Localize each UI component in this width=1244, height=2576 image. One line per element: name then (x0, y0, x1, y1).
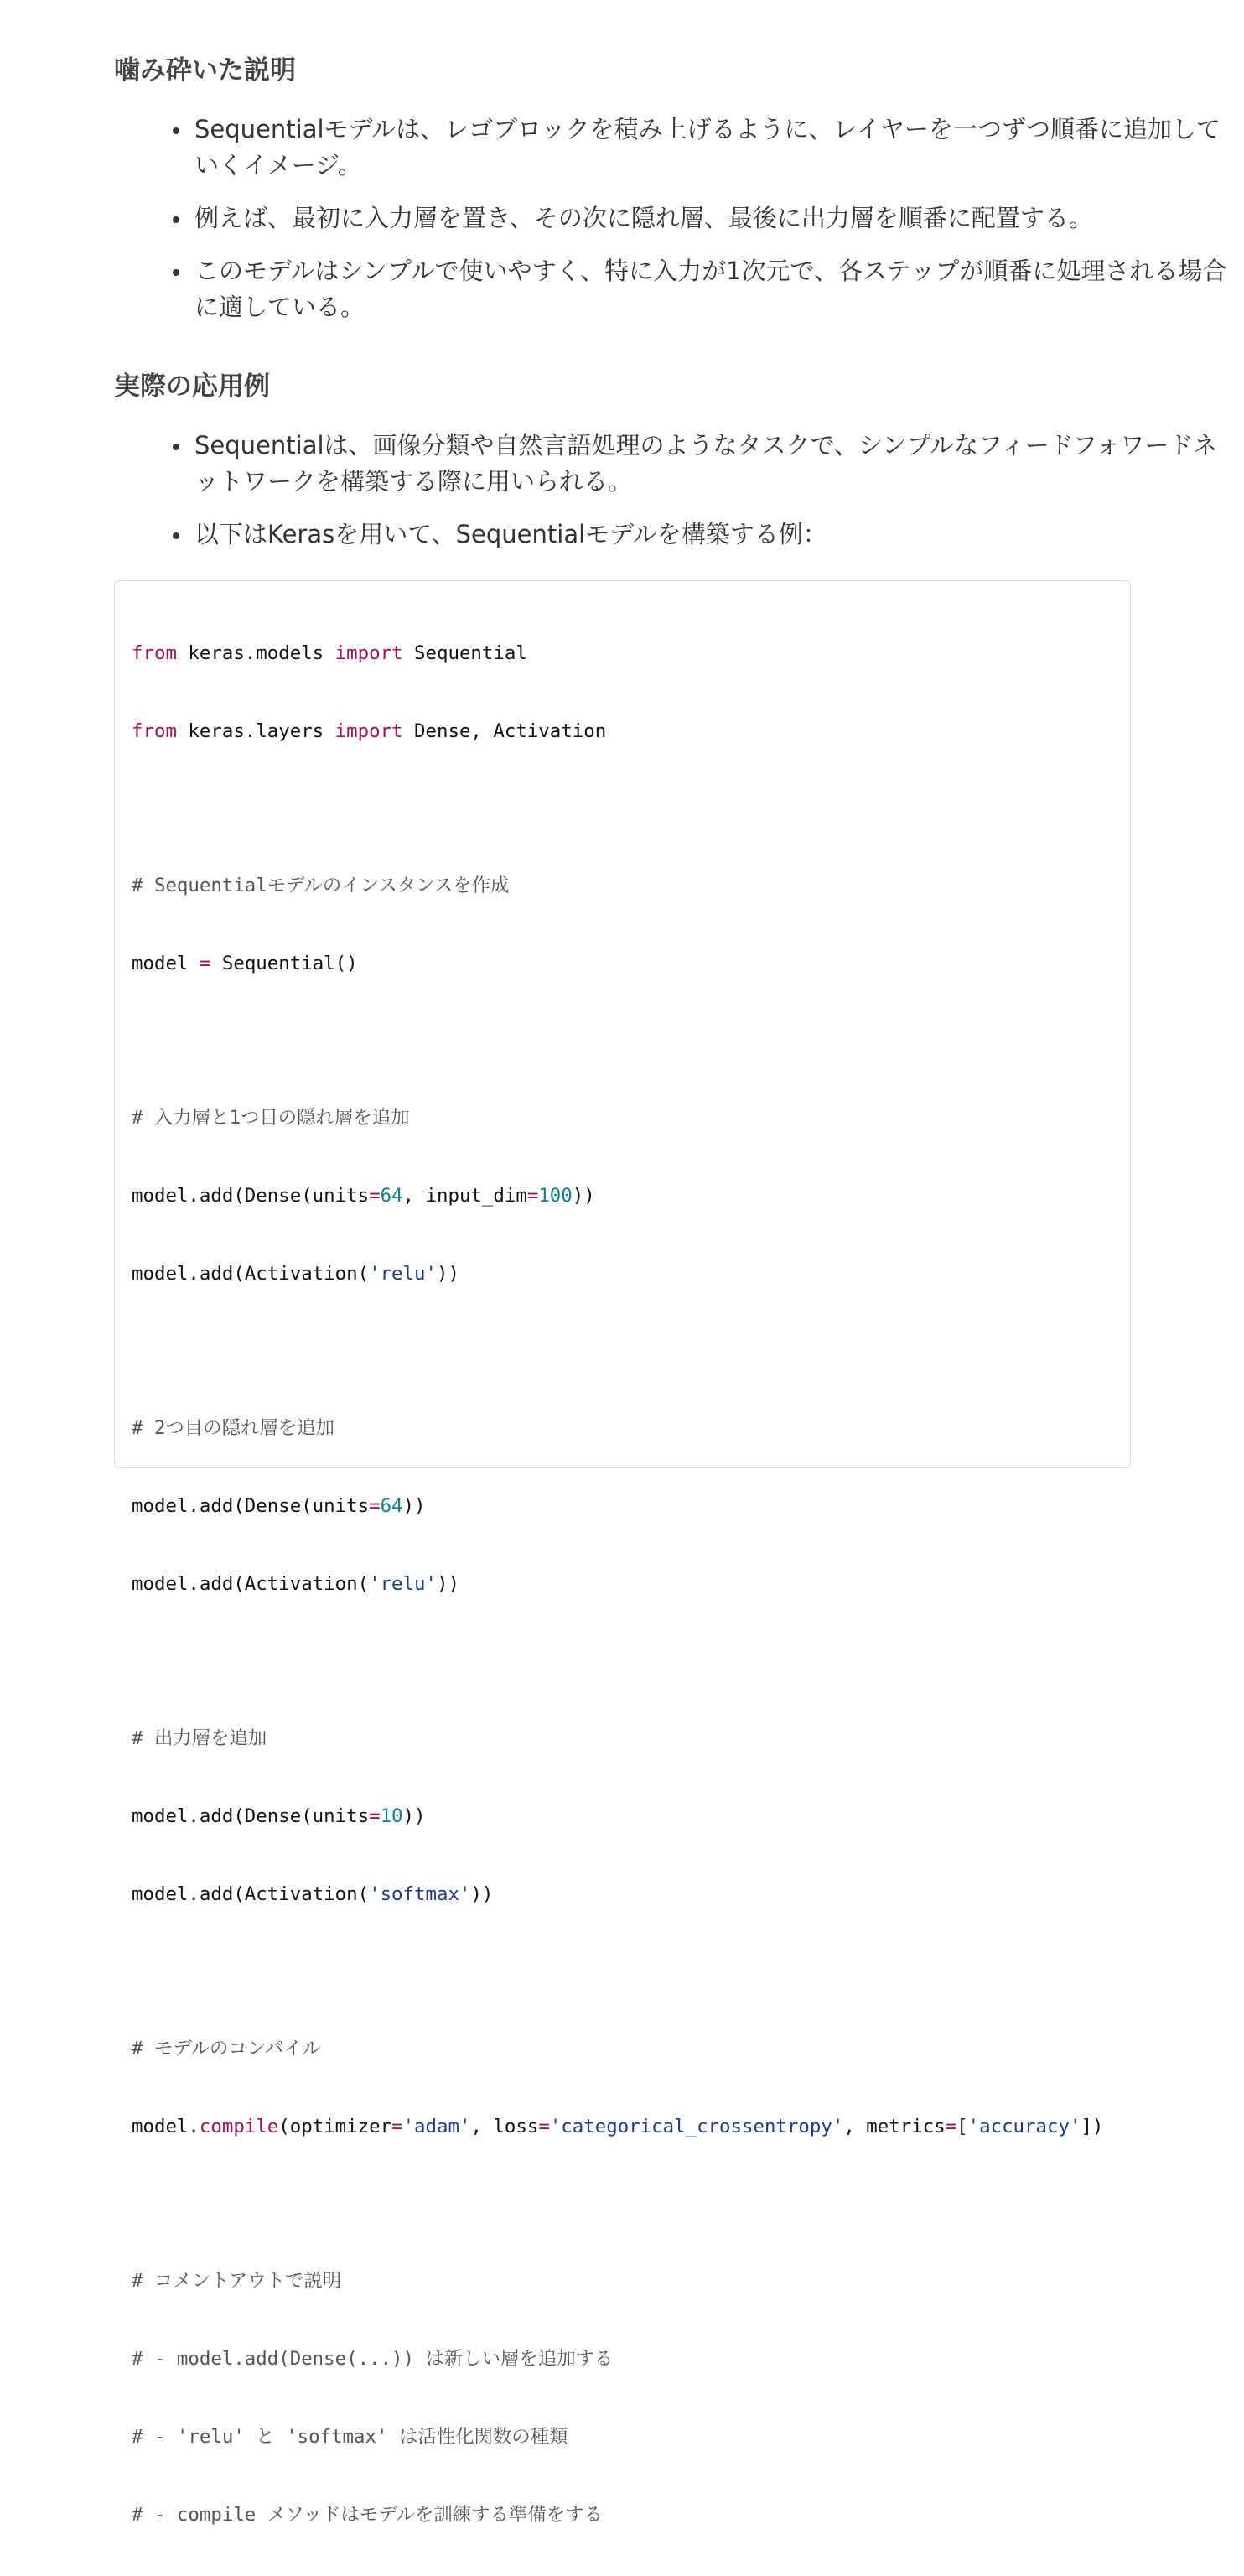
code-keyword: import (334, 720, 403, 742)
code-line (132, 636, 1103, 671)
code-keyword: from (132, 720, 177, 742)
code-text: ]) (1081, 2116, 1104, 2137)
code-operator: = (199, 953, 211, 974)
code-text: )) (402, 1495, 426, 1517)
code-comment: # モデルのコンパイル (132, 2038, 321, 2059)
code-comment: # 出力層を追加 (132, 1727, 267, 1749)
code-line (132, 1800, 1103, 1834)
explanation-list (194, 112, 1234, 342)
code-comment: # コメントアウトで説明 (132, 2270, 342, 2292)
code-text: )) (436, 1263, 459, 1285)
code-operator: = (391, 2116, 403, 2137)
code-comment: # - model.add(Dense(...)) は新しい層を追加する (132, 2348, 614, 2370)
code-comment: # Sequentialモデルのインスタンスを作成 (132, 875, 510, 896)
code-blank-line (132, 1025, 1103, 1057)
code-operator: = (369, 1805, 381, 1827)
code-string: 'relu' (369, 1263, 437, 1285)
code-text: )) (402, 1805, 426, 1827)
code-blank-line (132, 1335, 1103, 1368)
list-item: このモデルはシンプルで使いやすく、特に入力が1次元で、各ステップが順番に処理される場合に適している。 (194, 253, 1234, 325)
code-operator: = (526, 1185, 539, 1207)
applications-list (194, 428, 1234, 569)
list-item: Sequentialは、画像分類や自然言語処理のようなタスクで、シンプルなフィードフォワードネットワークを構築する際に用いられる。 (194, 428, 1234, 500)
list-item: 以下はKerasを用いて、Sequentialモデルを構築する例： (194, 517, 1234, 553)
code-text: model.add(Activation( (132, 1573, 370, 1595)
code-number: 100 (538, 1185, 573, 1207)
code-text: )) (470, 1883, 494, 1905)
list-item: Sequentialモデルは、レゴブロックを積み上げるように、レイヤーを一つずつ順番に追加していくイメージ。 (194, 112, 1234, 184)
code-comment: # 2つ目の隠れ層を追加 (132, 1417, 334, 1439)
code-text: , input_dim (402, 1185, 527, 1207)
code-line (132, 1257, 1103, 1291)
code-string: 'relu' (369, 1573, 437, 1595)
code-operator: = (369, 1495, 381, 1517)
code-text: , loss (470, 2116, 539, 2137)
code-text: Sequential() (210, 953, 358, 974)
code-string: 'softmax' (369, 1883, 471, 1905)
code-block[interactable] (114, 580, 1131, 2526)
code-text: model.add(Dense(units (132, 1805, 370, 1827)
code-string: 'accuracy' (967, 2116, 1081, 2137)
code-text: , metrics (843, 2116, 946, 2137)
code-comment: # - 'relu' と 'softmax' は活性化関数の種類 (132, 2426, 568, 2448)
code-blank-line (132, 1955, 1103, 1988)
code-operator: = (945, 2116, 957, 2137)
code-line (132, 1489, 1103, 1524)
code-text: Dense, Activation (402, 720, 607, 742)
code-keyword: from (132, 642, 177, 664)
code-text: Sequential (402, 642, 527, 664)
code-string: 'adam' (402, 2116, 471, 2137)
code-text: model (132, 953, 200, 974)
code-comment: # - compile メソッドはモデルを訓練する準備をする (132, 2504, 603, 2526)
code-text: (optimizer (278, 2116, 392, 2137)
code-number: 10 (380, 1805, 403, 1827)
section-heading-applications: 実際の応用例 (114, 371, 270, 402)
code-text: )) (436, 1573, 459, 1595)
code-keyword: import (334, 642, 403, 664)
code-text: [ (956, 2116, 968, 2137)
code-operator: = (538, 2116, 550, 2137)
code-text: keras.layers (176, 720, 335, 742)
code-text: model.add(Activation( (132, 1883, 370, 1905)
code-line (132, 714, 1103, 749)
list-item: 例えば、最初に入力層を置き、その次に隠れ層、最後に出力層を順番に配置する。 (194, 200, 1234, 236)
code-blank-line (132, 1645, 1103, 1678)
code-line (132, 2110, 1103, 2144)
code-content (132, 593, 1103, 2576)
code-text: model.add(Dense(units (132, 1495, 370, 1517)
code-comment: # 入力層と1つ目の隠れ層を追加 (132, 1107, 410, 1129)
code-string: 'categorical_crossentropy' (549, 2116, 844, 2137)
code-number: 64 (380, 1495, 403, 1517)
code-text: model.add(Dense(units (132, 1185, 370, 1207)
code-operator: = (369, 1185, 381, 1207)
code-line (132, 1567, 1103, 1602)
code-text: )) (572, 1185, 595, 1207)
code-text: keras.models (176, 642, 335, 664)
code-number: 64 (380, 1185, 403, 1207)
section-heading-explanation: 噛み砕いた説明 (114, 55, 296, 86)
code-function: compile (199, 2116, 279, 2137)
code-text: model.add(Activation( (132, 1263, 370, 1285)
code-line (132, 947, 1103, 981)
code-line (132, 1179, 1103, 1213)
code-blank-line (132, 2188, 1103, 2220)
code-blank-line (132, 792, 1103, 825)
code-text: model. (132, 2116, 200, 2137)
code-line (132, 1877, 1103, 1912)
